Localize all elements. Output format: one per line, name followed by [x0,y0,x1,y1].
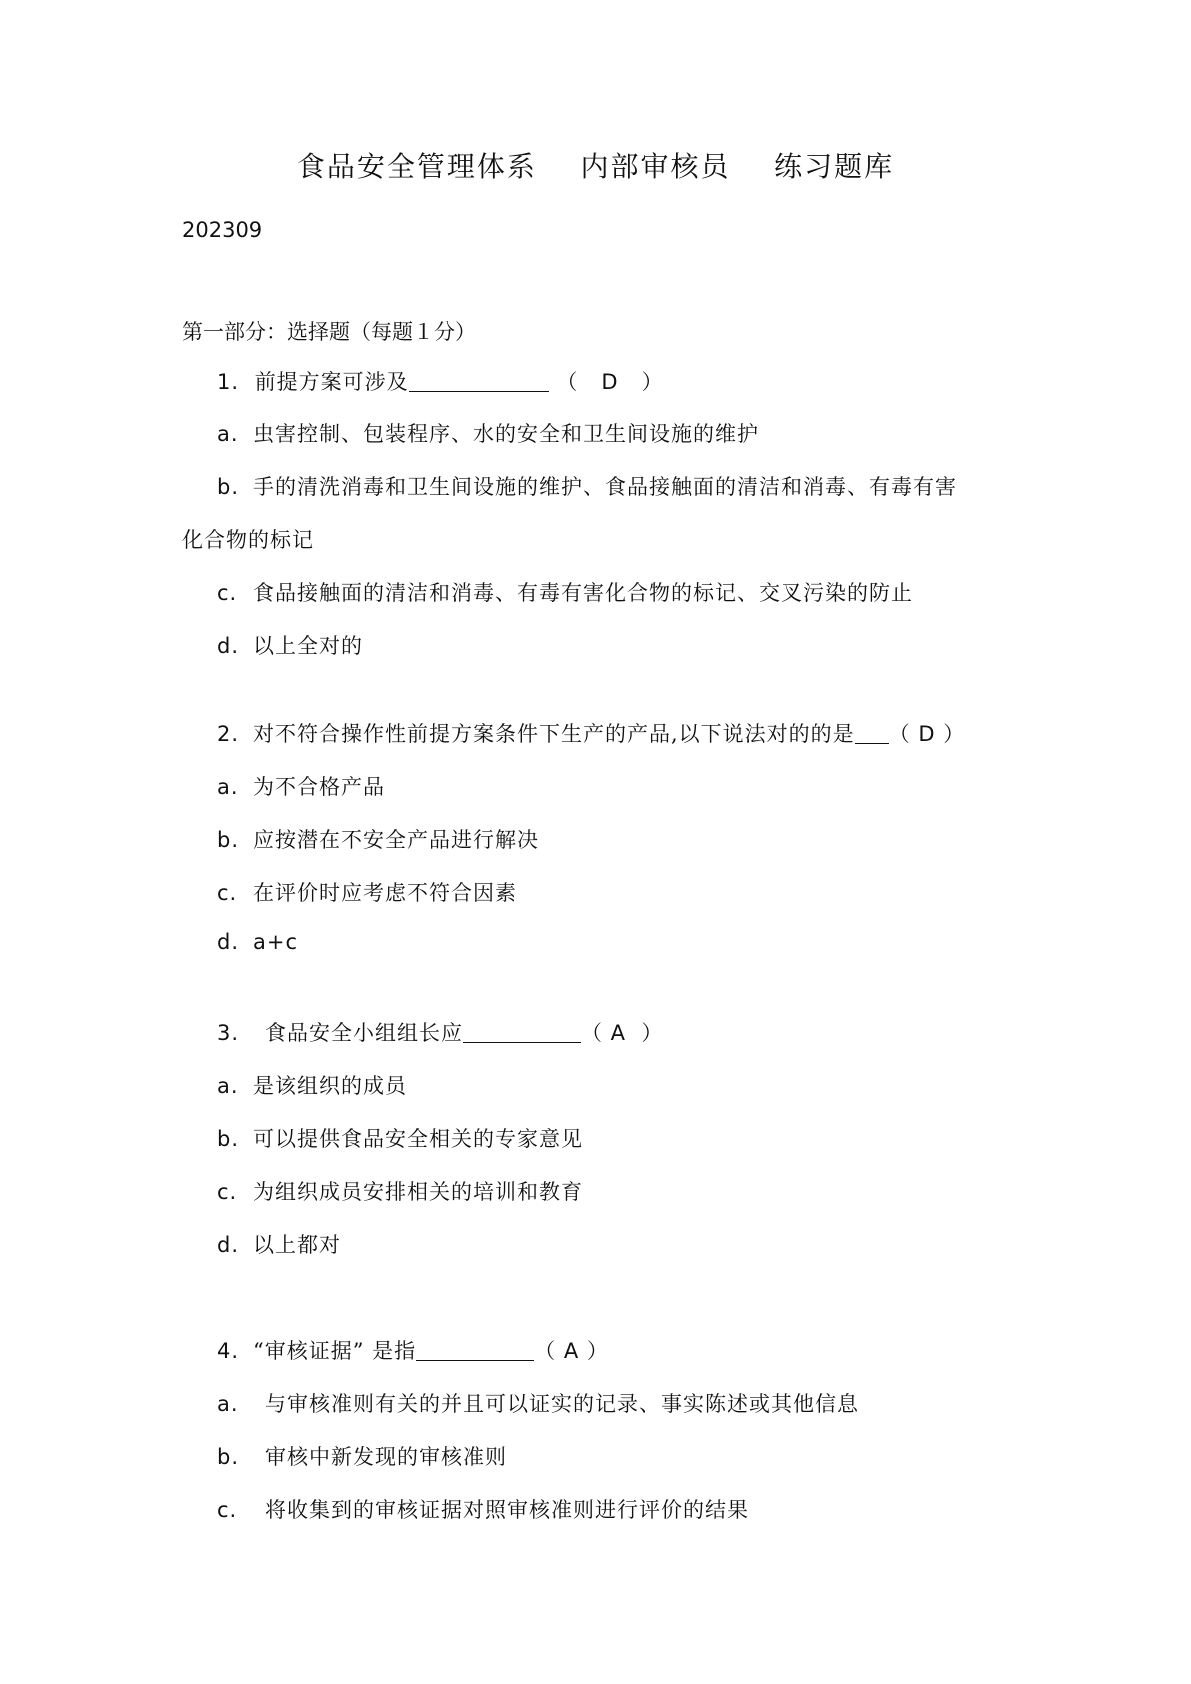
option-text: 为组织成员安排相关的培训和教育 [253,1180,583,1204]
option-marker: b. [217,828,240,852]
question-1 [217,366,664,396]
section-heading: 第一部分：选择题（每题１分） [182,320,476,344]
question-number: 3. [217,1021,240,1045]
document-date: 202309 [182,218,263,242]
option-text: 与审核准则有关的并且可以证实的记录、事实陈述或其他信息 [265,1392,859,1416]
page-title: 食品安全管理体系 内部审核员 练习题库 [296,150,895,183]
option-b-continuation [182,524,314,554]
option-b [217,824,539,854]
option-text: 应按潜在不安全产品进行解决 [253,828,539,852]
option-a [217,771,385,801]
question-stem: 对不符合操作性前提方案条件下生产的产品,以下说法对的的是 [253,722,855,746]
question-number: 1. [217,370,240,394]
option-text: 虫害控制、包装程序、水的安全和卫生间设施的维护 [253,422,759,446]
question-4 [217,1335,609,1365]
option-text: 将收集到的审核证据对照审核准则进行评价的结果 [265,1498,749,1522]
option-c [217,877,517,907]
option-marker: d. [217,930,240,954]
option-marker: c. [217,1498,238,1522]
question-3 [217,1017,663,1047]
answer-key: （ D ） [888,722,966,746]
answer-key: （ A ） [581,1021,664,1045]
question-number: 2. [217,722,240,746]
option-d [217,1229,341,1259]
option-c [217,1494,749,1524]
question-stem: 食品安全小组组长应 [265,1021,463,1045]
option-marker: c. [217,581,238,605]
option-marker: a. [217,1392,239,1416]
option-marker: b. [217,475,240,499]
option-text-continued: 化合物的标记 [182,528,314,552]
option-text: 以上都对 [253,1233,341,1257]
option-marker: a. [217,1074,239,1098]
option-marker: d. [217,634,240,658]
option-text: 手的清洗消毒和卫生间设施的维护、食品接触面的清洁和消毒、有毒有害 [253,475,957,499]
answer-blank [416,1338,534,1361]
option-marker: b. [217,1127,240,1151]
option-marker: d. [217,1233,240,1257]
option-marker: c. [217,1180,238,1204]
question-stem: 前提方案可涉及 [254,370,409,394]
option-d [217,930,298,954]
option-text: 审核中新发现的审核准则 [265,1445,507,1469]
option-text: 可以提供食品安全相关的专家意见 [253,1127,583,1151]
option-a [217,1388,859,1418]
answer-key: （ D ） [556,370,664,394]
answer-blank [463,1020,581,1043]
answer-blank [409,369,549,392]
option-text: 以上全对的 [253,634,363,658]
option-marker: a. [217,775,239,799]
option-a [217,418,759,448]
answer-blank [855,721,889,744]
option-c [217,1176,583,1206]
answer-key: （ A ） [534,1339,609,1363]
option-b [217,1123,583,1153]
option-b [217,471,957,501]
option-marker: b. [217,1445,240,1469]
option-text: 是该组织的成员 [253,1074,407,1098]
option-a [217,1070,407,1100]
option-b [217,1441,507,1471]
option-marker: c. [217,881,238,905]
question-stem: “审核证据” 是指 [253,1339,417,1363]
option-text: 在评价时应考虑不符合因素 [253,881,517,905]
option-text: 食品接触面的清洁和消毒、有毒有害化合物的标记、交叉污染的防止 [253,581,913,605]
option-d [217,630,363,660]
option-text: 为不合格产品 [253,775,385,799]
question-2 [217,718,965,748]
question-number: 4. [217,1339,240,1363]
option-marker: a. [217,422,239,446]
option-text: a+c [253,930,299,954]
option-c [217,577,913,607]
